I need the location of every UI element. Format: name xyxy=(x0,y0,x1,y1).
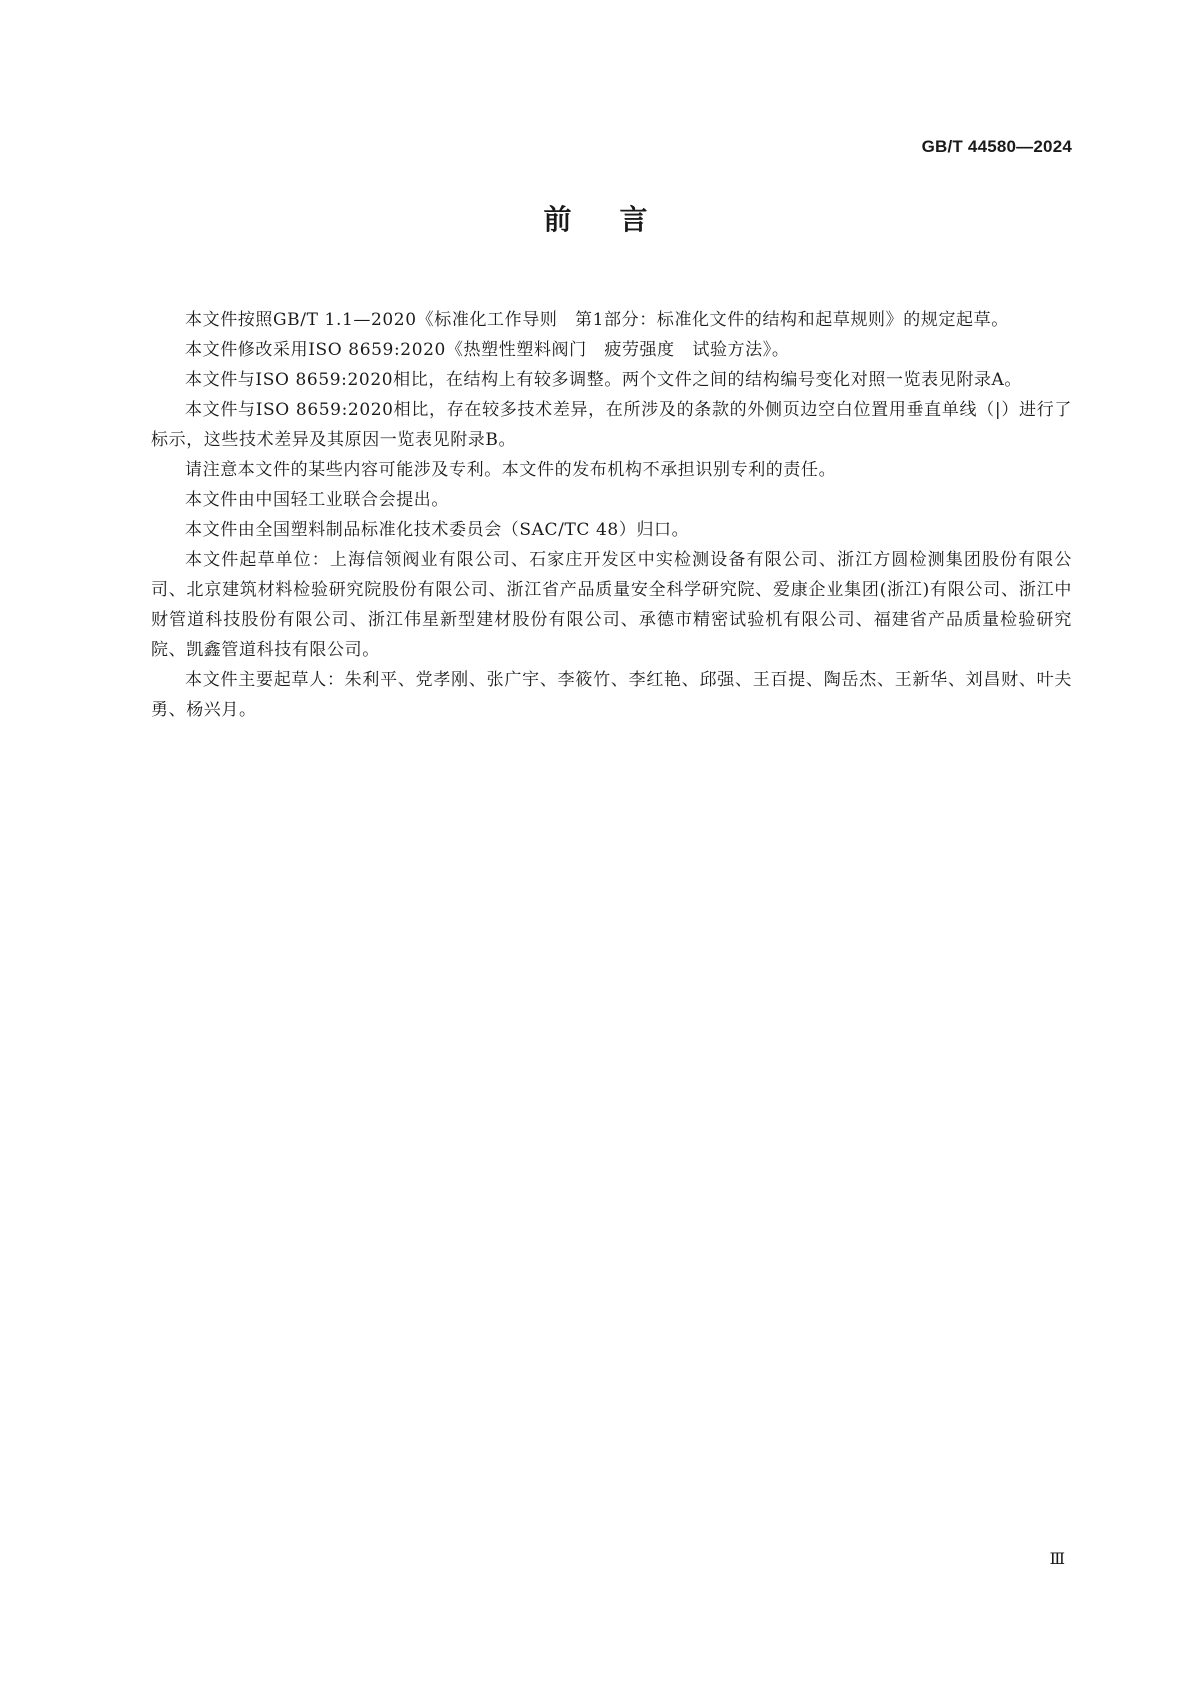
paragraph-drafting-units: 本文件起草单位：上海信领阀业有限公司、石家庄开发区中实检测设备有限公司、浙江方圆检测集团股份有限公司、北京建筑材料检验研究院股份有限公司、浙江省产品质量安全科学研究院、爱康企业集团(浙江)有限公司、浙江中财管道科技股份有限公司、浙江伟星新型建材股份有限公司、承德市精密试验机有限公司、福建省产品质量检验研究院、凯鑫管道科技有限公司。 xyxy=(151,550,1072,660)
paragraph-drafters: 本文件主要起草人：朱利平、党孝刚、张广宇、李筱竹、李红艳、邱强、王百提、陶岳杰、王新华、刘昌财、叶夫勇、杨兴月。 xyxy=(151,670,1072,720)
paragraph-patent-notice: 请注意本文件的某些内容可能涉及专利。本文件的发布机构不承担识别专利的责任。 xyxy=(185,460,837,480)
paragraph-proposer: 本文件由中国轻工业联合会提出。 xyxy=(185,490,449,510)
paragraph-structure-changes: 本文件与ISO 8659:2020相比，在结构上有较多调整。两个文件之间的结构编号变化对照一览表见附录A。 xyxy=(185,370,1023,390)
paragraph-technical-differences: 本文件与ISO 8659:2020相比，存在较多技术差异，在所涉及的条款的外侧页边空白位置用垂直单线（|）进行了标示，这些技术差异及其原因一览表见附录B。 xyxy=(151,400,1072,450)
foreword-body xyxy=(151,305,1072,725)
document-code: GB/T 44580—2024 xyxy=(921,137,1072,156)
page-title: 前言 xyxy=(543,203,696,236)
paragraph-drafting-rules: 本文件按照GB/T 1.1—2020《标准化工作导则 第1部分：标准化文件的结构和起草规则》的规定起草。 xyxy=(185,310,1009,330)
paragraph-committee: 本文件由全国塑料制品标准化技术委员会（SAC/TC 48）归口。 xyxy=(185,520,690,540)
paragraph-adoption: 本文件修改采用ISO 8659:2020《热塑性塑料阀门 疲劳强度 试验方法》。 xyxy=(185,340,790,360)
page-number: Ⅲ xyxy=(1049,1549,1065,1568)
